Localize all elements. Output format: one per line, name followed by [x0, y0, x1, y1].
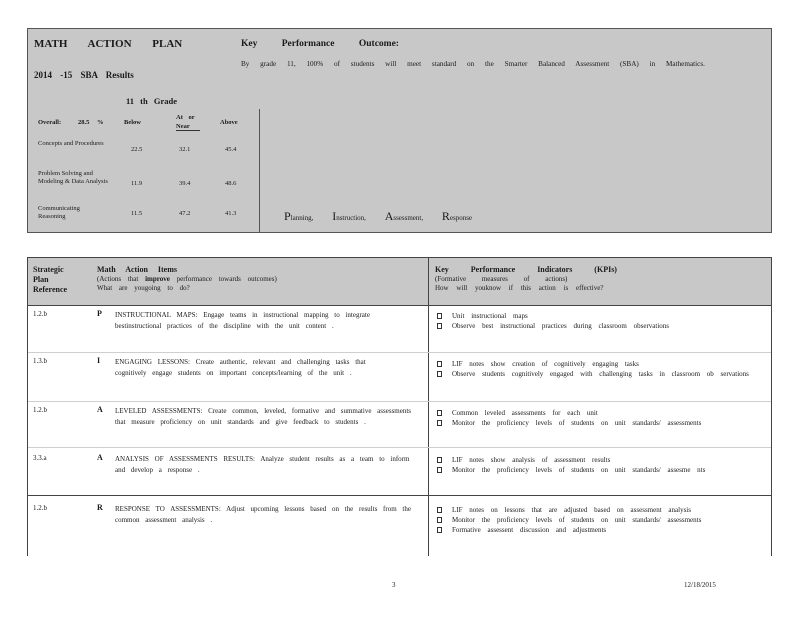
kpi-item: [435, 465, 765, 475]
kpi-text: Monitor the proficiency levels of students on unit standards/ assesme nts: [452, 466, 706, 474]
row-action-text: RESPONSE TO ASSESSMENTS: Adjust upcoming lessons based on the results from the common assessment analysis .: [115, 505, 411, 524]
row-action-text: ENGAGING LESSONS: Create authentic, relevant and challenging tasks that cognitively engage students on important concepts/learning of the unit .: [115, 358, 366, 377]
kpo-title: Key Performance Outcome:: [241, 39, 399, 49]
row-action-text: ANALYSIS OF ASSESSMENTS RESULTS: Analyze student results as a team to inform and develop a response .: [115, 455, 410, 474]
checkbox-icon: [437, 507, 442, 513]
sba-results-title: 2014 -15 SBA Results: [34, 70, 134, 80]
footer-date: 12/18/2015: [684, 581, 716, 589]
overall-label: Overall:: [38, 119, 62, 126]
checkbox-icon: [437, 371, 442, 377]
header-sub: How will youknow if this action is effective?: [435, 284, 604, 292]
page-number: 3: [392, 581, 396, 589]
header-strategic-plan-reference: [33, 265, 67, 295]
pisr-framework: [284, 209, 544, 224]
header-math-action-items: [97, 265, 417, 293]
kpi-item: [435, 321, 765, 331]
kpi-item: [435, 525, 765, 535]
row-value: 48.6: [225, 180, 237, 187]
col-below-header: Below: [124, 119, 141, 126]
kpi-item: [435, 311, 765, 321]
table-header: [28, 258, 771, 306]
pisr-letter: P: [284, 209, 291, 223]
grade-table-divider: [259, 109, 260, 232]
kpi-text: Unit instructional maps: [452, 312, 528, 320]
checkbox-icon: [437, 361, 442, 367]
row-reference: 1.2.b: [33, 310, 47, 318]
row-separator: [28, 447, 771, 448]
header-line: Strategic: [33, 265, 64, 274]
kpi-text: Observe best instructional practices during classroom observations: [452, 322, 670, 330]
row-piar-letter: A: [97, 405, 103, 414]
checkbox-icon: [437, 410, 442, 416]
header-sub-text: performance towards outcomes): [176, 275, 277, 283]
row-value: 11.9: [131, 180, 143, 187]
checkbox-icon: [437, 527, 442, 533]
header-sub-text: (Actions that: [97, 275, 139, 283]
row-reference: 3.3.a: [33, 454, 47, 462]
row-separator: [28, 352, 771, 353]
row-value: 22.5: [131, 146, 143, 153]
kpo-text: By grade 11, 100% of students will meet standard on the Smarter Balanced Assessment (SBA) in Mathematics.: [241, 60, 705, 68]
row-action-text: LEVELED ASSESSMENTS: Create common, leveled, formative and summative assessments that measure proficiency on unit standards and give feedback to students .: [115, 407, 412, 426]
pisr-word: nstruction,: [336, 214, 366, 222]
row-kpi-list: [435, 505, 765, 535]
row-separator: [28, 495, 771, 496]
pisr-word: ssessment,: [393, 214, 424, 222]
kpi-text: Observe students cognitively engaged with challenging tasks in classroom ob servations: [452, 370, 749, 378]
row-reference: 1.2.b: [33, 504, 47, 512]
kpi-item: [435, 505, 765, 515]
col-near-header-2: Near: [176, 123, 200, 131]
row-name-problem-solving: Problem Solving and Modeling & Data Analysis: [38, 170, 108, 185]
row-piar-letter: A: [97, 453, 103, 462]
row-piar-letter: P: [97, 309, 102, 318]
header-title: Math Action Items: [97, 265, 177, 274]
grade-label: 11 th Grade: [126, 96, 177, 106]
row-value: 11.5: [131, 210, 143, 217]
row-kpi-list: [435, 408, 765, 428]
checkbox-icon: [437, 313, 442, 319]
checkbox-icon: [437, 457, 442, 463]
kpi-item: [435, 359, 765, 369]
kpi-text: Common leveled assessments for each unit: [452, 409, 598, 417]
row-value: 47.2: [179, 210, 191, 217]
kpi-text: Formative assessent discussion and adjustments: [452, 526, 607, 534]
kpi-text: Monitor the proficiency levels of students on unit standards/ assessments: [452, 516, 702, 524]
kpi-item: [435, 418, 765, 428]
checkbox-icon: [437, 517, 442, 523]
pisr-letter: A: [384, 209, 394, 223]
kpi-item: [435, 455, 765, 465]
column-divider: [428, 258, 429, 556]
row-kpi-list: [435, 311, 765, 331]
checkbox-icon: [437, 323, 442, 329]
row-reference: 1.2.b: [33, 406, 47, 414]
header-title: Key Performance Indicators (KPIs): [435, 265, 617, 274]
row-name-communicating: Communicating Reasoning: [38, 205, 80, 220]
plan-title: MATH ACTION PLAN: [34, 38, 183, 50]
pisr-letter: R: [441, 209, 450, 223]
row-value: 32.1: [179, 146, 191, 153]
pisr-letter: I: [332, 209, 337, 223]
action-plan-table: [27, 257, 772, 556]
header-kpis: [435, 265, 765, 293]
header-sub: What are yougoing to do?: [97, 284, 190, 292]
row-value: 41.3: [225, 210, 237, 217]
outcome-summary-box: [27, 28, 772, 233]
kpi-item: [435, 369, 765, 379]
header-sub: (Formative measures of actions): [435, 275, 568, 283]
kpi-text: LIF notes on lessons that are adjusted based on assessment analysis: [452, 506, 691, 514]
row-piar-letter: I: [97, 356, 101, 365]
col-above-header: Above: [220, 119, 238, 126]
row-action-text: INSTRUCTIONAL MAPS: Engage teams in instructional mapping to integrate bestinstructional practices of the discipline with the unit content .: [115, 311, 370, 330]
checkbox-icon: [437, 420, 442, 426]
row-value: 39.4: [179, 180, 191, 187]
row-reference: 1.3.b: [33, 357, 47, 365]
kpi-text: Monitor the proficiency levels of students on unit standards/ assessments: [452, 419, 702, 427]
kpi-text: LIF notes show creation of cognitively engaging tasks: [452, 360, 639, 368]
kpi-item: [435, 408, 765, 418]
header-line: Plan: [33, 275, 49, 284]
row-piar-letter: R: [97, 503, 103, 512]
overall-value: 28.5 %: [78, 119, 104, 126]
checkbox-icon: [437, 467, 442, 473]
row-kpi-list: [435, 359, 765, 379]
header-sub-bold: improve: [145, 275, 170, 283]
pisr-word: esponse: [449, 214, 473, 222]
kpi-item: [435, 515, 765, 525]
pisr-word: lanning,: [290, 214, 314, 222]
header-sub: [97, 275, 417, 284]
row-kpi-list: [435, 455, 765, 475]
col-near-header-1: At or: [176, 114, 195, 121]
row-value: 45.4: [225, 146, 237, 153]
row-separator: [28, 401, 771, 402]
header-line: Reference: [33, 285, 68, 294]
row-name-concepts: Concepts and Procedures: [38, 140, 104, 147]
kpi-text: LIF notes show analysis of assessment results: [452, 456, 611, 464]
